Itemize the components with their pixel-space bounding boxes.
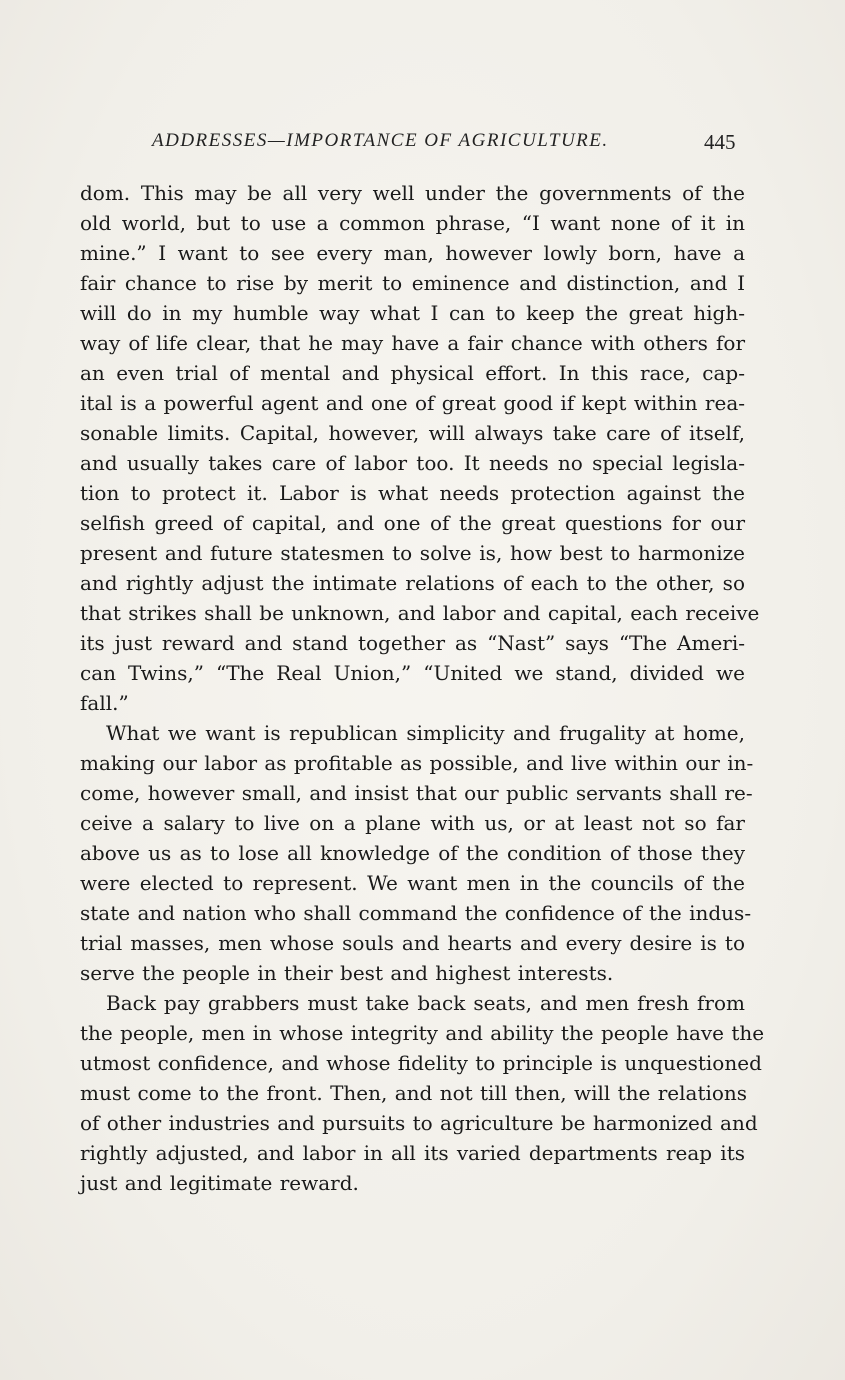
text-line: must come to the front. Then, and not till then, will the relations [80,1081,748,1105]
text-line: dom. This may be all very well under the governments of the [80,181,745,205]
text-line: What we want is republican simplicity and frugality at home, [106,721,745,745]
text-line: making our labor as profitable as possible, and live within our in- [80,751,754,775]
text-line: mine.” I want to see every man, however lowly born, have a [80,241,745,265]
text-line: can Twins,” “The Real Union,” “United we stand, divided we [80,661,745,685]
page-number: 445 [704,130,736,154]
body-text [80,178,765,1198]
text-line: its just reward and stand together as “Nast” says “The Ameri- [80,631,745,655]
paragraph-3 [80,988,765,1198]
paragraph-1 [80,178,760,718]
text-line: old world, but to use a common phrase, “I want none of it in [80,211,745,235]
text-line: present and future statesmen to solve is, how best to harmonize [80,541,745,565]
running-head [152,130,742,160]
text-line: serve the people in their best and highest interests. [80,961,614,985]
text-line: above us as to lose all knowledge of the condition of those they [80,841,745,865]
paragraph-2 [80,718,754,988]
text-line: will do in my humble way what I can to keep the great high- [80,301,745,325]
running-title: ADDRESSES—IMPORTANCE OF AGRICULTURE. [152,130,609,151]
text-line: ceive a salary to live on a plane with us, or at least not so far [80,811,745,835]
text-line: an even trial of mental and physical effort. In this race, cap- [80,361,745,385]
text-line: were elected to represent. We want men in the councils of the [80,871,745,895]
text-line: way of life clear, that he may have a fair chance with others for [80,331,745,355]
text-line: tion to protect it. Labor is what needs protection against the [80,481,745,505]
text-line: fair chance to rise by merit to eminence and distinction, and I [80,271,745,295]
text-line: fall.” [80,691,129,715]
text-line: come, however small, and insist that our public servants shall re- [80,781,753,805]
text-line: and usually takes care of labor too. It needs no special legisla- [80,451,745,475]
text-line: ital is a powerful agent and one of great good if kept within rea- [80,391,745,415]
text-line: that strikes shall be unknown, and labor and capital, each receive [80,601,760,625]
text-line: trial masses, men whose souls and hearts and every desire is to [80,931,745,955]
text-line: sonable limits. Capital, however, will always take care of itself, [80,421,745,445]
text-line: Back pay grabbers must take back seats, and men fresh from [106,991,745,1015]
text-line: rightly adjusted, and labor in all its varied departments reap its [80,1141,745,1165]
text-line: just and legitimate reward. [80,1171,359,1195]
text-line: the people, men in whose integrity and ability the people have the [80,1021,765,1045]
text-line: selfish greed of capital, and one of the great questions for our [80,511,745,535]
text-line: state and nation who shall command the confidence of the indus- [80,901,752,925]
text-line: of other industries and pursuits to agriculture be harmonized and [80,1111,758,1135]
text-line: utmost confidence, and whose fidelity to principle is unquestioned [80,1051,762,1075]
text-line: and rightly adjust the intimate relations of each to the other, so [80,571,745,595]
